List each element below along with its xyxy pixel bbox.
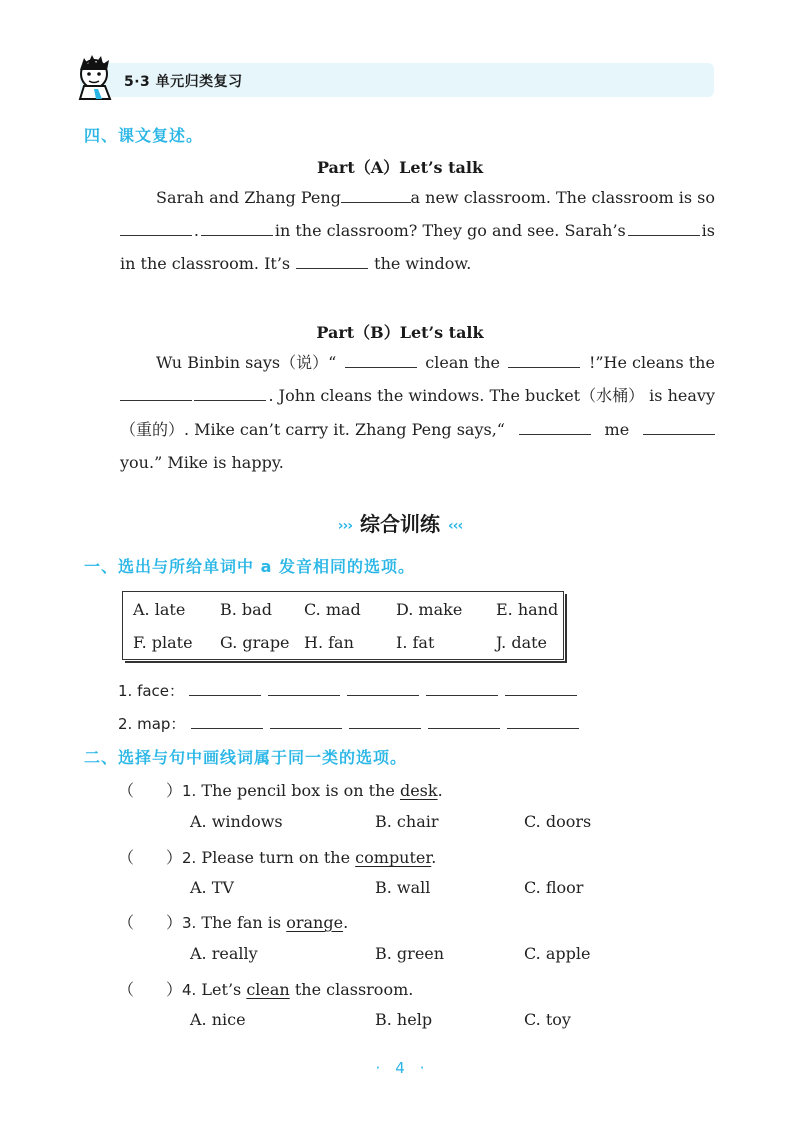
answer-blank[interactable] [519,420,591,435]
choice-b[interactable]: B. wall [375,878,431,897]
answer-blank[interactable] [349,714,421,729]
choice-b[interactable]: B. help [375,1010,433,1029]
choice-a[interactable]: A. nice [190,1010,246,1029]
answer-blank[interactable] [191,714,263,729]
banner-title: 综合训练 [360,512,440,536]
option-g: G. grape [220,633,290,652]
option-h: H. fan [304,633,354,652]
part-a-line-2: . in the classroom? They go and see. Sarah’s is [120,221,715,241]
choice-c[interactable]: C. floor [524,878,584,897]
answer-parentheses[interactable]: （ ） [118,848,183,867]
mc-question: （ ）4. Let’s clean the classroom. [118,980,414,999]
mc-question: （ ）1. The pencil box is on the desk. [118,781,443,800]
answer-parentheses[interactable]: （ ） [118,913,183,932]
part-b-line-2: . John cleans the windows. The bucket（水桶） is heavy [120,386,715,406]
choice-a[interactable]: A. TV [190,878,234,897]
answer-blank[interactable] [189,681,261,696]
option-i: I. fat [396,633,435,652]
mascot-boy-icon [72,52,118,100]
part-a-line-1: Sarah and Zhang Peng a new classroom. The classroom is so [156,188,715,207]
choice-c[interactable]: C. doors [524,812,592,831]
chevron-left-icon: ‹‹‹ [448,517,463,534]
answer-blank[interactable] [347,681,419,696]
answer-blank[interactable] [643,420,715,435]
chevron-right-icon: ››› [337,517,352,534]
choice-a[interactable]: A. windows [190,812,283,831]
choice-c[interactable]: C. apple [524,944,591,963]
answer-blank[interactable] [345,353,417,368]
answer-blank[interactable] [296,254,368,269]
option-f: F. plate [133,633,193,652]
question-map: 2. map： [118,713,586,734]
answer-blank[interactable] [270,714,342,729]
answer-blank[interactable] [120,386,192,401]
option-e: E. hand [496,600,559,619]
page-number: · 4 · [375,1059,425,1077]
option-d: D. make [396,600,463,619]
underlined-word: orange [286,913,344,932]
mc-question: （ ）2. Please turn on the computer. [118,848,437,867]
choice-b[interactable]: B. green [375,944,445,963]
choice-b[interactable]: B. chair [375,812,439,831]
option-a: A. late [133,600,186,619]
part-b-line-1: Wu Binbin says（说）“ clean the !”He cleans the [156,353,715,372]
choice-c[interactable]: C. toy [524,1010,571,1029]
option-c: C. mad [304,600,361,619]
part-b-title: Part（B）Let’s talk [316,323,484,342]
option-b: B. bad [220,600,272,619]
option-j: J. date [496,633,548,652]
choice-a[interactable]: A. really [190,944,258,963]
answer-blank[interactable] [194,386,266,401]
answer-blank[interactable] [341,188,411,203]
answer-blank[interactable] [507,714,579,729]
part-a-title: Part（A）Let’s talk [316,158,484,177]
answer-blank[interactable] [508,353,580,368]
answer-parentheses[interactable]: （ ） [118,980,183,999]
question-face: 1. face： [118,680,584,701]
answer-blank[interactable] [428,714,500,729]
answer-blank[interactable] [120,221,192,236]
header-title: 5·3 单元归类复习 [124,74,243,90]
section-banner [0,508,800,537]
retell-heading: 四、课文复述。 [84,126,204,145]
part-b-line-3: （重的）. Mike can’t carry it. Zhang Peng says,“ me [120,420,715,440]
underlined-word: computer [355,848,432,867]
answer-parentheses[interactable]: （ ） [118,781,183,800]
answer-blank[interactable] [505,681,577,696]
section1-heading: 一、选出与所给单词中 a 发音相同的选项。 [84,557,415,576]
answer-blank[interactable] [268,681,340,696]
mc-question: （ ）3. The fan is orange. [118,913,349,932]
underlined-word: clean [246,980,290,999]
part-a-line-3: in the classroom. It’s the window. [120,254,472,273]
underlined-word: desk [399,781,438,800]
answer-blank[interactable] [201,221,273,236]
answer-blank[interactable] [628,221,700,236]
answer-blank[interactable] [426,681,498,696]
part-b-line-4: you.” Mike is happy. [120,453,284,472]
section2-heading: 二、选择与句中画线词属于同一类的选项。 [84,748,408,767]
